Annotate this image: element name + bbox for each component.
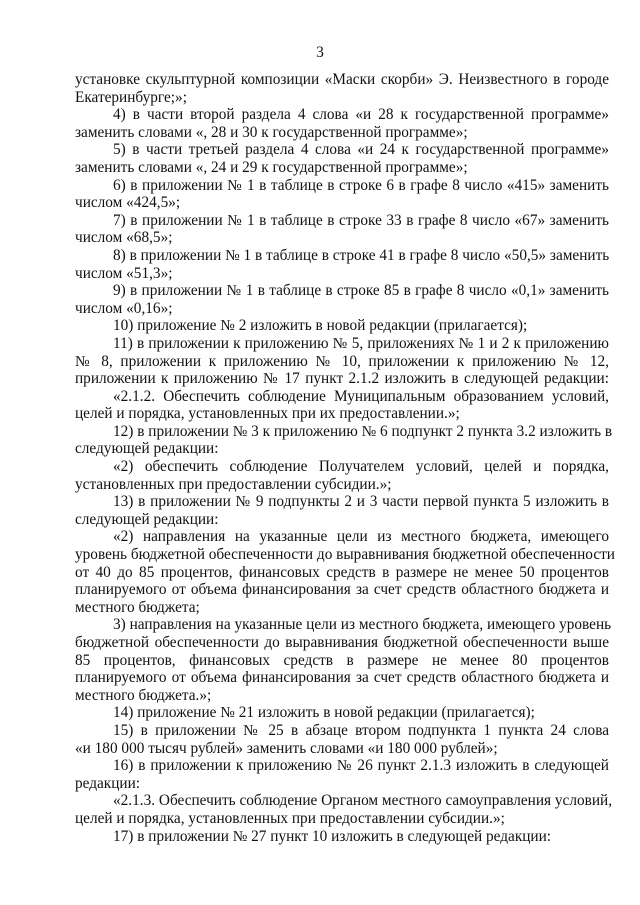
text-line: 6) в приложении № 1 в таблице в строке 6 в графе 8 число «415» заменить — [113, 176, 609, 194]
text-line: «2.1.3. Обеспечить соблюдение Органом местного самоуправления условий, — [113, 792, 613, 810]
page-number: 3 — [316, 44, 324, 61]
text-line: 17) в приложении № 27 пункт 10 изложить в следующей редакции: — [113, 827, 552, 845]
text-line: 14) приложение № 21 изложить в новой редакции (прилагается); — [113, 704, 535, 722]
text-line: числом «424,5»; — [75, 194, 181, 212]
text-line: 9) в приложении № 1 в таблице в строке 85 в графе 8 число «0,1» заменить — [113, 282, 609, 300]
text-line: установке скульптурной композиции «Маски скорби» Э. Неизвестного в городе — [75, 71, 609, 88]
text-line: следующей редакции: — [75, 440, 219, 458]
text-line: установленных при предоставлении субсидии.»; — [75, 475, 392, 493]
text-line: 3) направления на указанные цели из местного бюджета, имеющего уровень — [113, 616, 612, 634]
text-line: местного бюджета; — [75, 598, 200, 616]
text-line: 4) в части второй раздела 4 слова «и 28 к государственной программе» — [113, 106, 609, 124]
text-line: 16) в приложении к приложению № 26 пункт 2.1.3 изложить в следующей — [113, 757, 609, 775]
text-line: «2.1.2. Обеспечить соблюдение Муниципальным образованием условий, — [113, 387, 609, 405]
text-line: приложении к приложению № 17 пункт 2.1.2 изложить в следующей редакции: — [75, 370, 609, 388]
text-line: заменить словами «, 24 и 29 к государственной программе»; — [75, 158, 468, 176]
text-line: 15) в приложении № 25 в абзаце втором подпункта 1 пункта 24 слова — [113, 721, 609, 739]
text-line: «и 180 000 тысяч рублей» заменить словами «и 180 000 рублей»; — [75, 739, 498, 757]
text-line: планируемого от объема финансирования за счет средств областного бюджета и — [75, 669, 609, 687]
text-line: бюджетной обеспеченности до выравнивания бюджетной обеспеченности выше — [75, 634, 609, 651]
text-line: 7) в приложении № 1 в таблице в строке 33 в графе 8 число «67» заменить — [113, 211, 609, 229]
text-line: следующей редакции: — [75, 510, 219, 528]
text-line: заменить словами «, 28 и 30 к государственной программе»; — [75, 123, 468, 141]
text-line: целей и порядка, установленных при предоставлении субсидии.»; — [75, 809, 505, 827]
text-line: 13) в приложении № 9 подпункты 2 и 3 части первой пункта 5 изложить в — [113, 493, 609, 511]
text-line: «2) направления на указанные цели из местного бюджета, имеющего — [113, 528, 609, 546]
text-line: уровень бюджетной обеспеченности до выравнивания бюджетной обеспеченности — [75, 546, 615, 564]
text-line: планируемого от объема финансирования за счет средств областного бюджета и — [75, 581, 609, 599]
text-line: 8) в приложении № 1 в таблице в строке 41 в графе 8 число «50,5» заменить — [113, 246, 610, 264]
text-line: 11) в приложении к приложению № 5, приложениях № 1 и 2 к приложению — [113, 334, 609, 352]
text-line: числом «51,3»; — [75, 264, 173, 282]
text-line: целей и порядка, установленных при их предоставлении.»; — [75, 405, 460, 423]
text-line: 85 процентов, финансовых средств в размере не менее 80 процентов — [75, 651, 609, 669]
text-line: «2) обеспечить соблюдение Получателем условий, целей и порядка, — [113, 458, 609, 476]
text-line: числом «68,5»; — [75, 229, 173, 247]
text-line: Екатеринбурге;»; — [75, 88, 187, 106]
text-line: 10) приложение № 2 изложить в новой редакции (прилагается); — [113, 317, 528, 335]
text-line: 12) в приложении № 3 к приложению № 6 подпункт 2 пункта 3.2 изложить в — [113, 422, 613, 440]
document-body — [75, 71, 615, 845]
text-line: числом «0,16»; — [75, 299, 173, 317]
text-line: местного бюджета.»; — [75, 686, 212, 704]
text-line: № 8, приложении к приложению № 10, приложении к приложению № 12, — [75, 352, 609, 370]
text-line: редакции: — [75, 774, 141, 792]
text-line: от 40 до 85 процентов, финансовых средств в размере не менее 50 процентов — [75, 563, 609, 581]
text-line: 5) в части третьей раздела 4 слова «и 24 к государственной программе» — [113, 141, 609, 159]
